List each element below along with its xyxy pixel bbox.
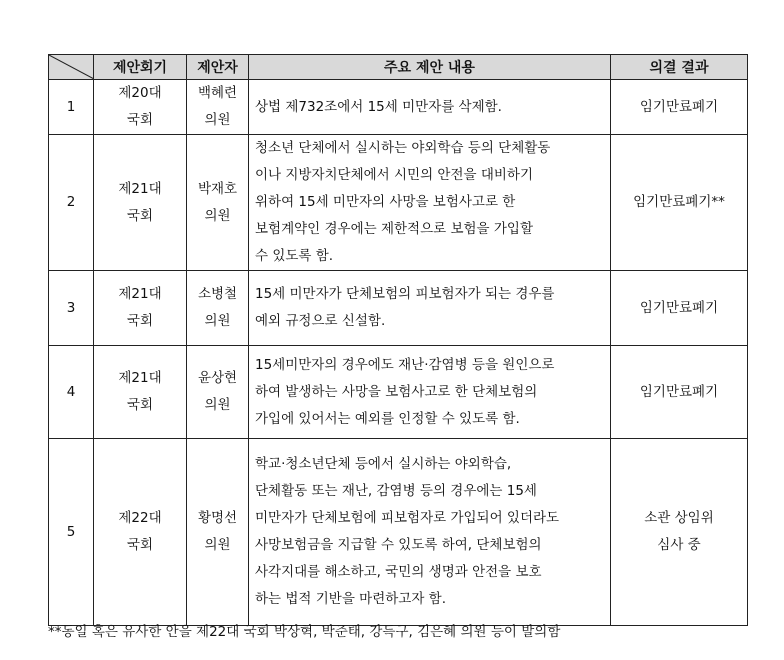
session-line: 국회 — [126, 207, 154, 224]
corner-cell — [49, 55, 94, 80]
diagonal-line — [49, 55, 94, 79]
header-row — [49, 55, 748, 80]
proposer-line: 의원 — [204, 537, 231, 553]
session-line: 국회 — [126, 397, 154, 413]
session-cell — [94, 346, 187, 439]
table-row — [49, 80, 748, 135]
content-cell — [249, 135, 611, 271]
proposer-cell — [187, 271, 249, 346]
proposer-line: 의원 — [204, 112, 231, 128]
proposer-line: 박재호 — [197, 180, 238, 197]
table-body — [49, 80, 748, 626]
content-line: 하여 발생하는 사망을 보험사고로 한 단체보험의 — [255, 383, 538, 400]
result-line: 심사 중 — [657, 537, 701, 553]
result-cell — [611, 346, 748, 439]
proposer-line: 의원 — [204, 397, 231, 413]
content-line: 사망보험금을 지급할 수 있도록 하여, 단체보험의 — [255, 537, 542, 553]
proposal-table-wrapper — [48, 54, 748, 626]
proposer-line: 백혜련 — [197, 85, 238, 101]
session-line: 국회 — [126, 112, 154, 128]
table-row — [49, 271, 748, 346]
content-line: 수 있도록 함. — [255, 248, 334, 264]
proposer-line: 윤상현 — [197, 370, 238, 386]
header-content: 주요 제안 내용 — [249, 55, 611, 80]
proposer-cell — [187, 439, 249, 626]
content-line: 위하여 15세 미만자의 사망을 보험사고로 한 — [255, 194, 516, 210]
session-line: 국회 — [126, 537, 154, 553]
row-number-cell — [49, 346, 94, 439]
content-cell — [249, 346, 611, 439]
proposer-line: 의원 — [204, 313, 231, 329]
table-row — [49, 439, 748, 626]
session-line: 제20대 — [118, 85, 162, 101]
row-number-cell — [49, 439, 94, 626]
proposer-line: 소병철 — [197, 286, 238, 302]
row-number-cell — [49, 271, 94, 346]
row-number: 2 — [66, 194, 76, 210]
proposer-line: 황명선 — [197, 510, 238, 526]
row-number: 3 — [66, 299, 76, 316]
header-session: 제안회기 — [94, 55, 187, 80]
content-cell — [249, 439, 611, 626]
content-line: 이나 지방자치단체에서 시민의 안전을 대비하기 — [255, 167, 533, 183]
proposer-cell — [187, 80, 249, 135]
content-line: 15세미만자의 경우에도 재난·감염병 등을 원인으로 — [255, 356, 555, 373]
result-line: 임기만료폐기** — [633, 194, 725, 210]
footnote: **동일 혹은 유사한 안을 제22대 국회 박상혁, 박준태, 강득구, 김은혜 의원 등이 발의함 — [48, 624, 561, 640]
result-cell — [611, 271, 748, 346]
proposer-cell — [187, 135, 249, 271]
session-line: 제22대 — [118, 510, 162, 526]
session-line: 제21대 — [118, 370, 162, 386]
result-cell — [611, 135, 748, 271]
header-proposer: 제안자 — [187, 55, 249, 80]
row-number-cell — [49, 80, 94, 135]
content-cell — [249, 80, 611, 135]
table-row — [49, 135, 748, 271]
row-number-cell — [49, 135, 94, 271]
result-line: 임기만료폐기 — [639, 98, 719, 115]
content-line: 단체활동 또는 재난, 감염병 등의 경우에는 15세 — [255, 483, 537, 499]
content-line: 학교·청소년단체 등에서 실시하는 야외학습, — [255, 456, 512, 472]
proposer-line: 의원 — [204, 207, 231, 224]
session-cell — [94, 80, 187, 135]
session-cell — [94, 271, 187, 346]
session-line: 제21대 — [118, 286, 162, 302]
row-number: 5 — [66, 523, 76, 540]
content-line: 예외 규정으로 신설함. — [255, 313, 386, 329]
proposal-table — [48, 54, 748, 626]
content-line: 보험계약인 경우에는 제한적으로 보험을 가입할 — [255, 221, 533, 237]
content-line: 사각지대를 해소하고, 국민의 생명과 안전을 보호 — [255, 564, 542, 580]
session-cell — [94, 135, 187, 271]
proposer-cell — [187, 346, 249, 439]
result-cell — [611, 439, 748, 626]
session-line: 국회 — [126, 313, 154, 329]
content-line: 청소년 단체에서 실시하는 야외학습 등의 단체활동 — [255, 140, 551, 156]
result-line: 소관 상임위 — [644, 510, 714, 526]
content-line: 하는 법적 기반을 마련하고자 함. — [255, 591, 446, 607]
header-result: 의결 결과 — [611, 55, 748, 80]
session-cell — [94, 439, 187, 626]
row-number: 1 — [66, 98, 76, 115]
result-line: 임기만료폐기 — [639, 299, 719, 316]
content-line: 15세 미만자가 단체보험의 피보험자가 되는 경우를 — [255, 286, 555, 302]
content-line: 가입에 있어서는 예외를 인정할 수 있도록 함. — [255, 410, 520, 427]
content-cell — [249, 271, 611, 346]
session-line: 제21대 — [118, 180, 162, 197]
row-number: 4 — [66, 383, 76, 400]
table-row — [49, 346, 748, 439]
content-line: 상법 제732조에서 15세 미만자를 삭제함. — [255, 98, 502, 115]
content-line: 미만자가 단체보험에 피보험자로 가입되어 있더라도 — [255, 510, 560, 526]
result-line: 임기만료폐기 — [639, 383, 719, 400]
result-cell — [611, 80, 748, 135]
